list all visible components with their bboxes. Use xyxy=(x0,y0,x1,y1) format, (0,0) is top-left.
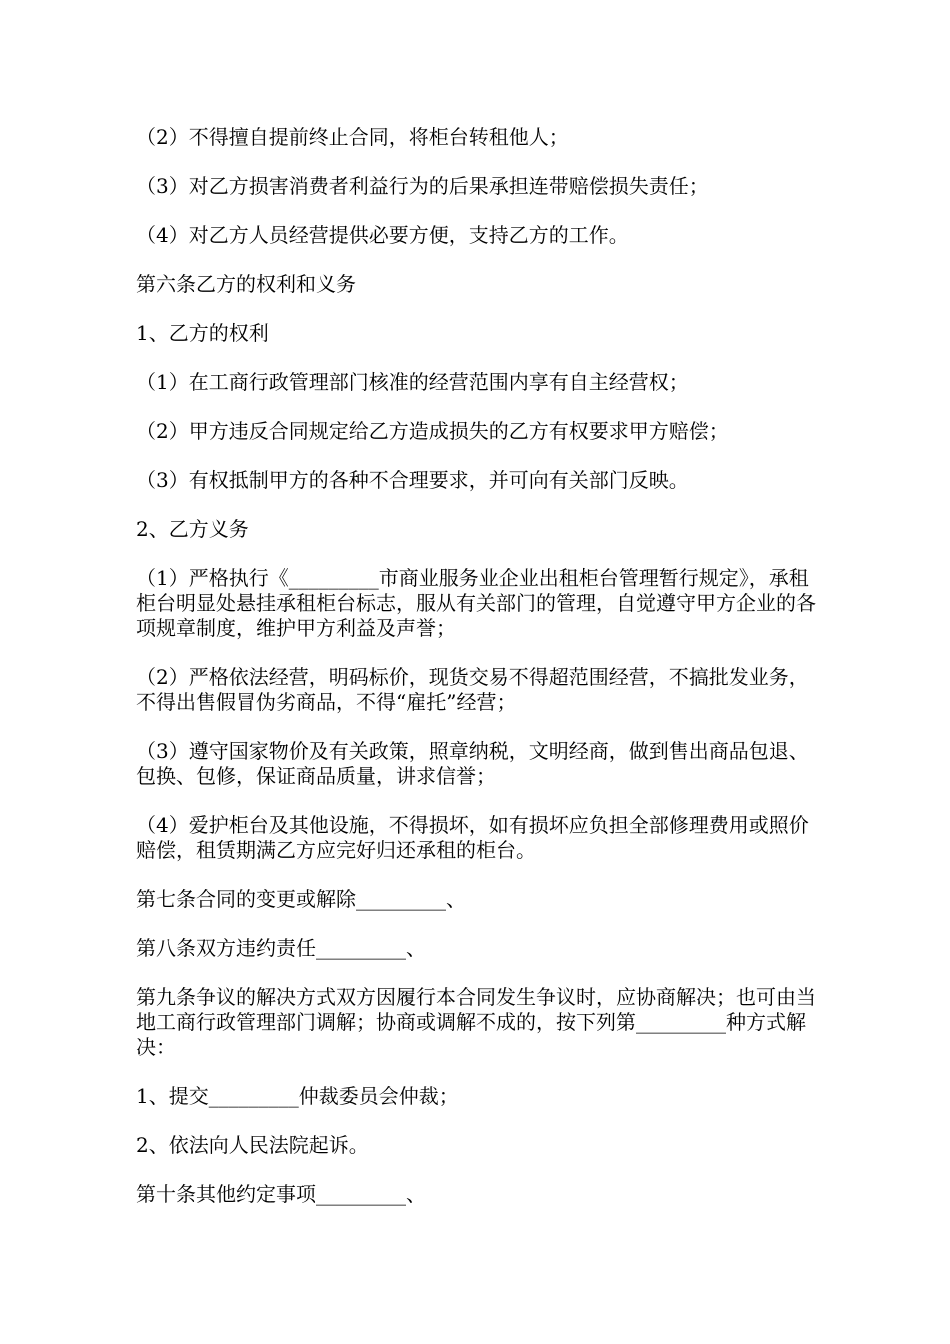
right-3-resist-unreasonable-demands: （3）有权抵制甲方的各种不合理要求，并可向有关部门反映。 xyxy=(136,468,689,492)
clause-2-no-early-termination: （2）不得擅自提前终止合同，将柜台转租他人； xyxy=(136,125,569,149)
right-2-compensation: （2）甲方违反合同规定给乙方造成损失的乙方有权要求甲方赔偿； xyxy=(136,419,729,443)
right-1-autonomous-operation: （1）在工商行政管理部门核准的经营范围内享有自主经营权； xyxy=(136,370,689,394)
dispute-option-2-litigation: 2、依法向人民法院起诉。 xyxy=(136,1133,369,1157)
obligation-4-protect-counter: （4）爱护柜台及其他设施，不得损坏，如有损坏应负担全部修理费用或照价赔偿，租赁期满乙方应完好归还承租的柜台。 xyxy=(136,813,809,862)
article-7-change-or-termination: 第七条合同的变更或解除_________、 xyxy=(136,887,466,911)
article-9-dispute-resolution: 第九条争议的解决方式双方因履行本合同发生争议时，应协商解决；也可由当地工商行政管理部门调解；协商或调解不成的，按下列第_________种方式解决： xyxy=(136,985,816,1059)
section-2-obligations-heading: 2、乙方义务 xyxy=(136,517,249,541)
article-10-other-matters: 第十条其他约定事项_________、 xyxy=(136,1182,426,1206)
document-body xyxy=(136,125,826,1231)
obligation-2-lawful-operation: （2）严格依法经营，明码标价，现货交易不得超范围经营，不搞批发业务，不得出售假冒伪劣商品，不得“雇托”经营； xyxy=(136,665,809,714)
clause-4-provide-convenience: （4）对乙方人员经营提供必要方便，支持乙方的工作。 xyxy=(136,223,629,247)
obligation-3-pricing-and-tax: （3）遵守国家物价及有关政策，照章纳税，文明经商，做到售出商品包退、包换、包修，保证商品质量，讲求信誉； xyxy=(136,739,809,788)
obligation-1-follow-regulations: （1）严格执行《_________市商业服务业企业出租柜台管理暂行规定》，承租柜台明显处悬挂承租柜台标志，服从有关部门的管理，自觉遵守甲方企业的各项规章制度，维护甲方利益及声誉； xyxy=(136,566,816,640)
article-6-heading: 第六条乙方的权利和义务 xyxy=(136,272,356,296)
article-8-breach-liability: 第八条双方违约责任_________、 xyxy=(136,936,426,960)
section-1-rights-heading: 1、乙方的权利 xyxy=(136,321,269,345)
dispute-option-1-arbitration: 1、提交_________仲裁委员会仲裁； xyxy=(136,1084,459,1108)
clause-3-joint-liability: （3）对乙方损害消费者利益行为的后果承担连带赔偿损失责任； xyxy=(136,174,709,198)
